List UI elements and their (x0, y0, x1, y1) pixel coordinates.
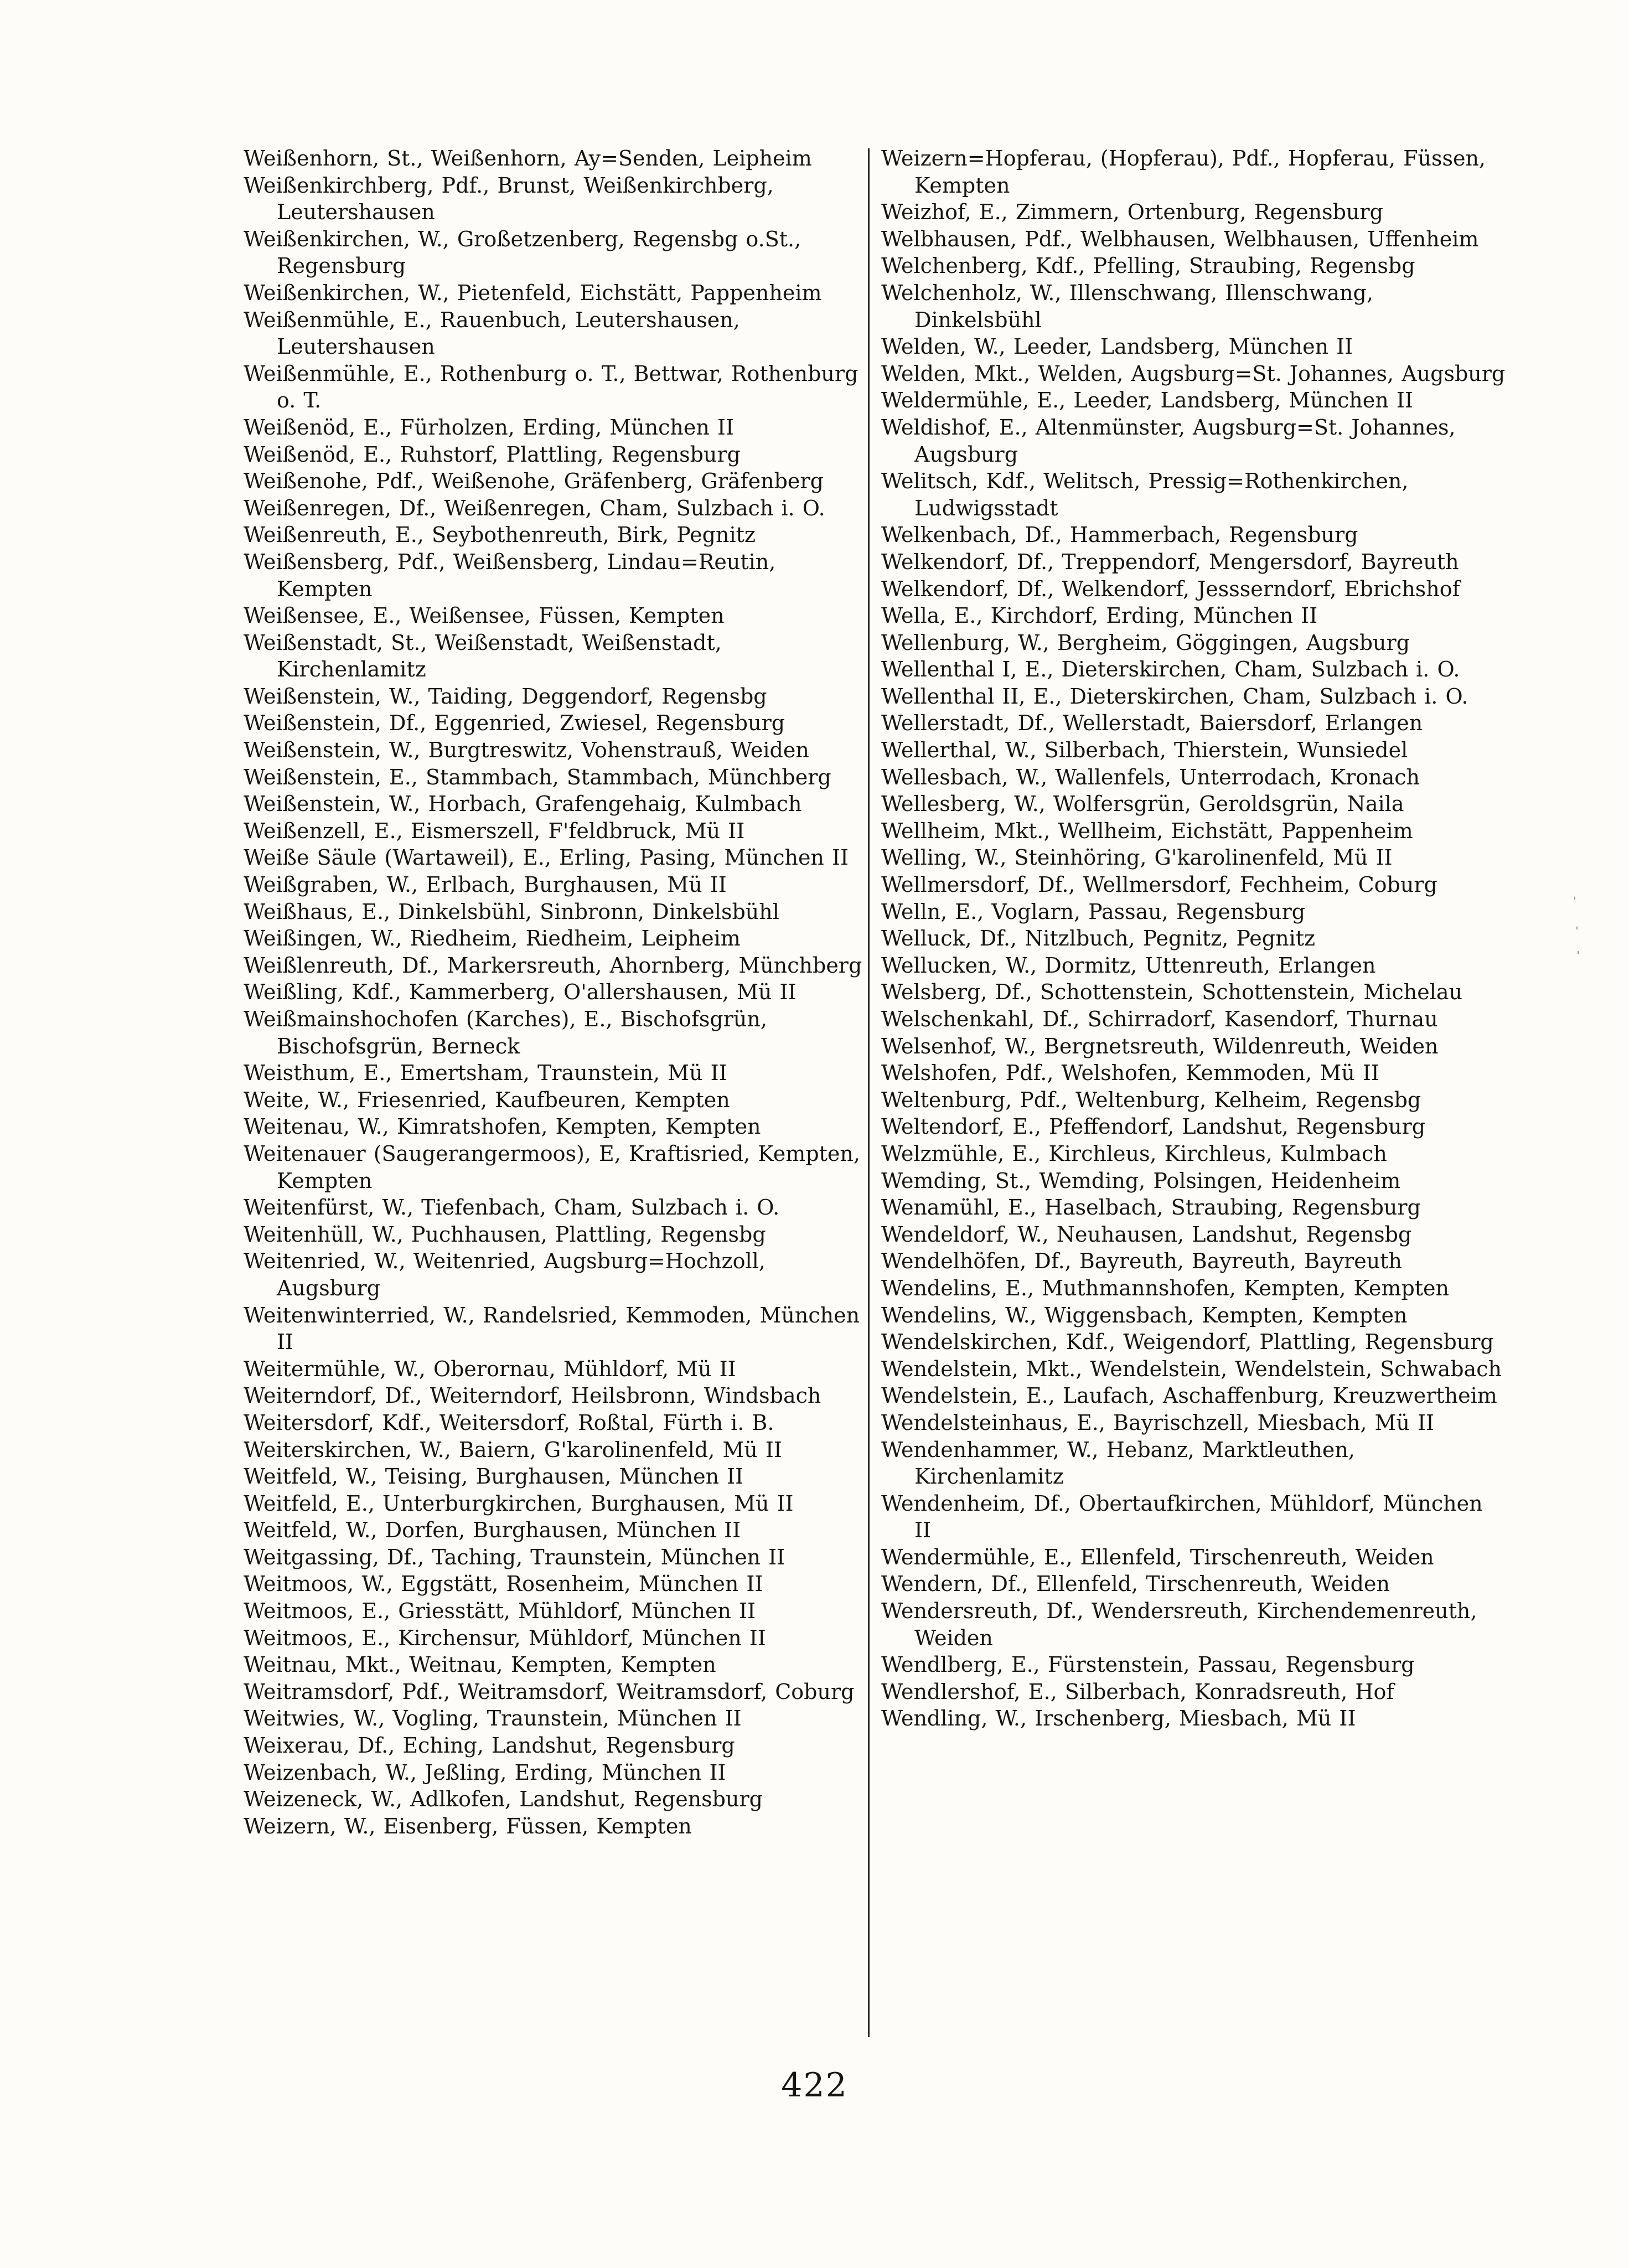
index-entry: Weißenstein, W., Taiding, Deggendorf, Regensbg (244, 684, 767, 709)
index-entry: Welchenberg, Kdf., Pfelling, Straubing, Regensbg (881, 254, 1415, 278)
index-entry: Weißenstadt, St., Weißenstadt, Weißenstadt, Kirchenlamitz (244, 630, 722, 682)
index-entry: Wendeldorf, W., Neuhausen, Landshut, Regensbg (881, 1222, 1412, 1247)
left-column (244, 145, 869, 1840)
index-entry: Weißenmühle, E., Rothenburg o. T., Bettwar, Rothenburg o. T. (244, 361, 859, 413)
index-entry: Welln, E., Voglarn, Passau, Regensburg (881, 899, 1306, 924)
index-entry: Weitenried, W., Weitenried, Augsburg=Hochzoll, Augsburg (244, 1249, 766, 1300)
index-entry: Weitramsdorf, Pdf., Weitramsdorf, Weitramsdorf, Coburg (244, 1679, 855, 1704)
index-entry: Weißenregen, Df., Weißenregen, Cham, Sulzbach i. O. (244, 495, 825, 520)
index-entry: Welden, W., Leeder, Landsberg, München II (881, 334, 1353, 359)
index-entry: Weitgassing, Df., Taching, Traunstein, München II (244, 1544, 785, 1569)
index-entry: Wendermühle, E., Ellenfeld, Tirschenreuth, Weiden (881, 1544, 1434, 1569)
page-number: 422 (781, 2066, 848, 2105)
index-entry: Wellesbach, W., Wallenfels, Unterrodach, Kronach (881, 764, 1420, 789)
index-entry: Weißenöd, E., Fürholzen, Erding, München II (244, 415, 734, 440)
index-entry: Wendelhöfen, Df., Bayreuth, Bayreuth, Bayreuth (881, 1249, 1402, 1274)
index-entry: Wellerstadt, Df., Wellerstadt, Baiersdorf, Erlangen (881, 711, 1423, 736)
index-entry: Weizern=Hopferau, (Hopferau), Pdf., Hopferau, Füssen, Kempten (881, 146, 1486, 198)
index-entry: Welkendorf, Df., Welkendorf, Jessserndorf, Ebrichshof (881, 576, 1460, 601)
index-entry: Weißenstein, W., Burgtreswitz, Vohenstrauß, Weiden (244, 738, 809, 763)
index-entry: Wellenthal I, E., Dieterskirchen, Cham, Sulzbach i. O. (881, 657, 1460, 682)
index-entry: Wella, E., Kirchdorf, Erding, München II (881, 603, 1318, 628)
index-entry: Wellucken, W., Dormitz, Uttenreuth, Erlangen (881, 953, 1376, 978)
index-entry: Weißling, Kdf., Kammerberg, O'allershausen, Mü II (244, 980, 797, 1005)
index-entry: Weitmoos, W., Eggstätt, Rosenheim, München II (244, 1572, 763, 1597)
margin-mark: ˈ (1573, 896, 1577, 910)
index-entry: Wemding, St., Wemding, Polsingen, Heidenheim (881, 1168, 1401, 1193)
right-column (881, 145, 1507, 1732)
index-entry: Weizeneck, W., Adlkofen, Landshut, Regensburg (244, 1787, 763, 1812)
index-entry: Wendelstein, Mkt., Wendelstein, Wendelstein, Schwabach (881, 1356, 1502, 1381)
index-entry: Weißenstein, E., Stammbach, Stammbach, Münchberg (244, 764, 831, 789)
index-entry: Welkendorf, Df., Treppendorf, Mengersdorf, Bayreuth (881, 549, 1459, 574)
index-entry: Wendersreuth, Df., Wendersreuth, Kirchendemenreuth, Weiden (881, 1599, 1477, 1650)
index-entry: Welbhausen, Pdf., Welbhausen, Welbhausen, Uffenheim (881, 226, 1479, 251)
index-entry: Wendelins, E., Muthmannshofen, Kempten, Kempten (881, 1275, 1450, 1300)
index-entry: Welkenbach, Df., Hammerbach, Regensburg (881, 523, 1358, 547)
index-entry: Welzmühle, E., Kirchleus, Kirchleus, Kulmbach (881, 1141, 1387, 1166)
index-entry: Weiße Säule (Wartaweil), E., Erling, Pasing, München II (244, 845, 849, 870)
index-entry: Wendlberg, E., Fürstenstein, Passau, Regensburg (881, 1652, 1415, 1677)
index-entry: Weitermühle, W., Oberornau, Mühldorf, Mü II (244, 1356, 736, 1381)
index-entry: Wendelsteinhaus, E., Bayrischzell, Miesbach, Mü II (881, 1410, 1435, 1435)
index-entry: Wendelskirchen, Kdf., Weigendorf, Plattling, Regensburg (881, 1330, 1494, 1355)
index-entry: Welden, Mkt., Welden, Augsburg=St. Johannes, Augsburg (881, 361, 1506, 386)
index-entry: Weizern, W., Eisenberg, Füssen, Kempten (244, 1814, 692, 1838)
index-entry: Wellerthal, W., Silberbach, Thierstein, Wunsiedel (881, 738, 1408, 763)
index-entry: Wendelstein, E., Laufach, Aschaffenburg, Kreuzwertheim (881, 1383, 1497, 1408)
index-entry: Weißenkirchen, W., Pietenfeld, Eichstätt, Pappenheim (244, 280, 822, 305)
index-entry: Weitfeld, W., Teising, Burghausen, München II (244, 1464, 744, 1489)
index-entry: Welschenkahl, Df., Schirradorf, Kasendorf, Thurnau (881, 1007, 1438, 1031)
index-entry: Welshofen, Pdf., Welshofen, Kemmoden, Mü II (881, 1061, 1379, 1086)
index-entry: Weitersdorf, Kdf., Weitersdorf, Roßtal, Fürth i. B. (244, 1410, 774, 1435)
margin-mark: ˈ (1575, 926, 1579, 939)
index-entry: Weißenzell, E., Eismerszell, F'feldbruck, Mü II (244, 818, 745, 843)
index-entry: Weitmoos, E., Kirchensur, Mühldorf, München II (244, 1625, 766, 1650)
index-entry: Wellesberg, W., Wolfersgrün, Geroldsgrün, Naila (881, 792, 1404, 817)
index-entry: Weißenkirchberg, Pdf., Brunst, Weißenkirchberg, Leutershausen (244, 173, 774, 225)
index-entry: Weißenstein, Df., Eggenried, Zwiesel, Regensburg (244, 711, 785, 736)
index-entry: Weldishof, E., Altenmünster, Augsburg=St. Johannes, Augsburg (881, 415, 1456, 467)
index-entry: Weizenbach, W., Jeßling, Erding, München II (244, 1760, 726, 1785)
index-entry: Weißmainshochofen (Karches), E., Bischofsgrün, Bischofsgrün, Berneck (244, 1007, 767, 1058)
index-entry: Weitenwinterried, W., Randelsried, Kemmoden, München II (244, 1303, 860, 1355)
index-entry: Wellenthal II, E., Dieterskirchen, Cham, Sulzbach i. O. (881, 684, 1468, 709)
index-entry: Weixerau, Df., Eching, Landshut, Regensburg (244, 1733, 735, 1758)
index-entry: Weitenhüll, W., Puchhausen, Plattling, Regensbg (244, 1222, 766, 1247)
index-entry: Weißenstein, W., Horbach, Grafengehaig, Kulmbach (244, 792, 802, 817)
index-entry: Weitenauer (Saugerangermoos), E, Kraftisried, Kempten, Kempten (244, 1141, 860, 1193)
index-entry: Weitwies, W., Vogling, Traunstein, München II (244, 1706, 742, 1731)
index-entry: Wellheim, Mkt., Wellheim, Eichstätt, Pappenheim (881, 818, 1413, 843)
index-entry: Weißhaus, E., Dinkelsbühl, Sinbronn, Dinkelsbühl (244, 899, 779, 924)
index-entry: Wellmersdorf, Df., Wellmersdorf, Fechheim, Coburg (881, 872, 1437, 897)
index-entry: Weltenburg, Pdf., Weltenburg, Kelheim, Regensbg (881, 1087, 1421, 1112)
margin-mark: ˈ (1576, 950, 1580, 964)
index-entry: Weitenau, W., Kimratshofen, Kempten, Kempten (244, 1114, 761, 1139)
index-entry: Wellenburg, W., Bergheim, Göggingen, Augsburg (881, 630, 1410, 655)
index-entry: Weitmoos, E., Griesstätt, Mühldorf, München II (244, 1599, 756, 1624)
index-entry: Weitnau, Mkt., Weitnau, Kempten, Kempten (244, 1652, 716, 1677)
index-entry: Welitsch, Kdf., Welitsch, Pressig=Rothenkirchen, Ludwigsstadt (881, 469, 1409, 520)
index-entry: Wendlershof, E., Silberbach, Konradsreuth, Hof (881, 1679, 1394, 1704)
index-entry: Weisthum, E., Emertsham, Traunstein, Mü II (244, 1061, 727, 1086)
index-entry: Weißenöd, E., Ruhstorf, Plattling, Regensburg (244, 442, 741, 467)
index-entry: Weltendorf, E., Pfeffendorf, Landshut, Regensburg (881, 1114, 1426, 1139)
index-entry: Wendling, W., Irschenberg, Miesbach, Mü II (881, 1706, 1356, 1731)
index-entry: Weitfeld, E., Unterburgkirchen, Burghausen, Mü II (244, 1491, 794, 1516)
index-entry: Weite, W., Friesenried, Kaufbeuren, Kempten (244, 1087, 730, 1112)
index-entry: Weitenfürst, W., Tiefenbach, Cham, Sulzbach i. O. (244, 1195, 780, 1220)
index-entry: Weißensberg, Pdf., Weißensberg, Lindau=Reutin, Kempten (244, 549, 776, 601)
index-entry: Welsberg, Df., Schottenstein, Schottenstein, Michelau (881, 980, 1462, 1005)
index-entry: Welchenholz, W., Illenschwang, Illenschwang, Dinkelsbühl (881, 280, 1373, 332)
index-entry: Weißensee, E., Weißensee, Füssen, Kempten (244, 603, 725, 628)
index-entry: Weißlenreuth, Df., Markersreuth, Ahornberg, Münchberg (244, 953, 862, 978)
index-entry: Weißenreuth, E., Seybothenreuth, Birk, Pegnitz (244, 523, 756, 547)
index-entry: Weldermühle, E., Leeder, Landsberg, München II (881, 388, 1413, 413)
index-entry: Weißenhorn, St., Weißenhorn, Ay=Senden, Leipheim (244, 146, 812, 171)
index-entry: Weißenohe, Pdf., Weißenohe, Gräfenberg, Gräfenberg (244, 469, 824, 494)
index-entry: Wenamühl, E., Haselbach, Straubing, Regensburg (881, 1195, 1421, 1220)
index-entry: Weißingen, W., Riedheim, Riedheim, Leipheim (244, 926, 741, 951)
column-divider (868, 148, 870, 2037)
index-entry: Weiterndorf, Df., Weiterndorf, Heilsbronn, Windsbach (244, 1383, 821, 1408)
index-entry: Weißenmühle, E., Rauenbuch, Leutershausen, Leutershausen (244, 307, 740, 359)
index-entry: Wendelins, W., Wiggensbach, Kempten, Kempten (881, 1303, 1408, 1327)
index-entry: Welluck, Df., Nitzlbuch, Pegnitz, Pegnitz (881, 926, 1316, 951)
index-entry: Wendern, Df., Ellenfeld, Tirschenreuth, Weiden (881, 1572, 1390, 1597)
index-entry: Wendenheim, Df., Obertaufkirchen, Mühldorf, München II (881, 1491, 1483, 1543)
index-entry: Weißenkirchen, W., Großetzenberg, Regensbg o.St., Regensburg (244, 226, 801, 278)
index-entry: Wendenhammer, W., Hebanz, Marktleuthen, Kirchenlamitz (881, 1437, 1355, 1489)
index-entry: Weiterskirchen, W., Baiern, G'karolinenfeld, Mü II (244, 1437, 782, 1462)
index-entry: Weizhof, E., Zimmern, Ortenburg, Regensburg (881, 200, 1383, 225)
index-entry: Weitfeld, W., Dorfen, Burghausen, München II (244, 1518, 741, 1543)
index-entry: Welsenhof, W., Bergnetsreuth, Wildenreuth, Weiden (881, 1034, 1439, 1058)
index-entry: Welling, W., Steinhöring, G'karolinenfeld, Mü II (881, 845, 1393, 870)
index-entry: Weißgraben, W., Erlbach, Burghausen, Mü II (244, 872, 727, 897)
